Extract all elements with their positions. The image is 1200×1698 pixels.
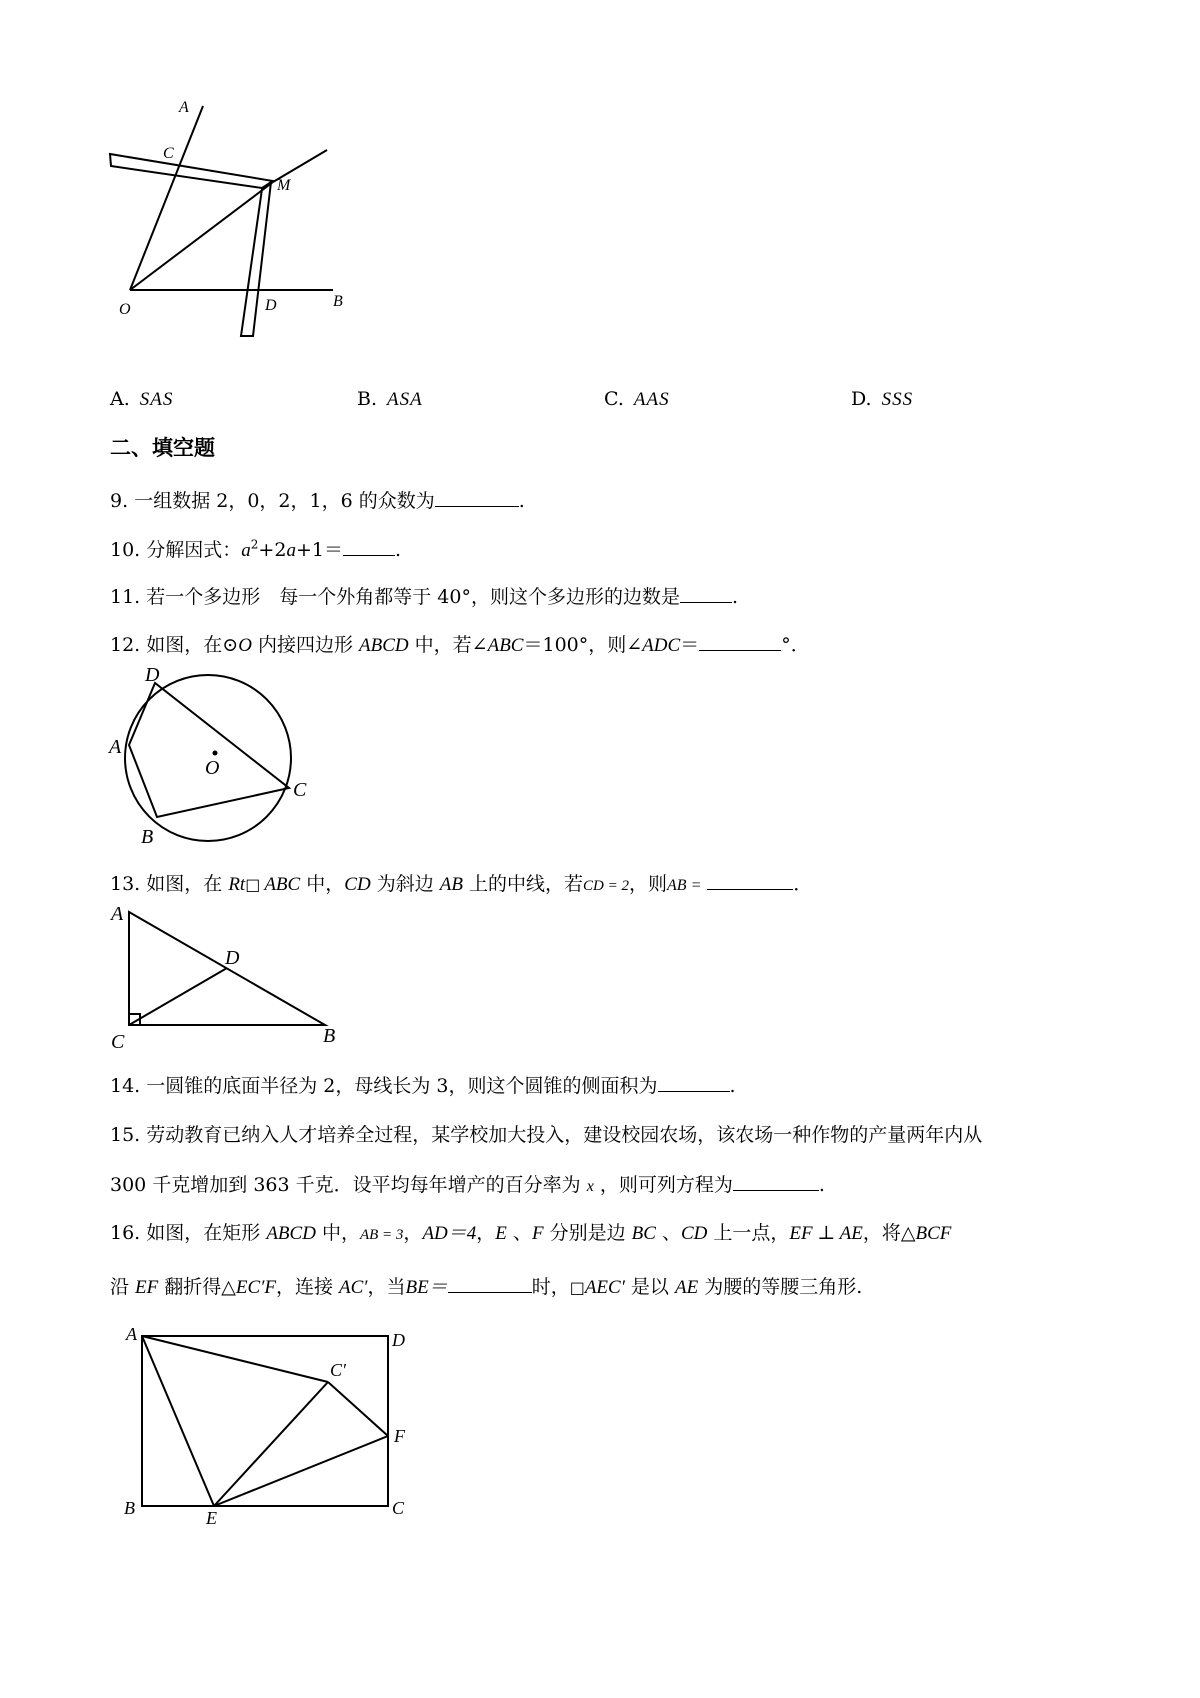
label-D: D bbox=[265, 297, 277, 314]
option-a[interactable]: A. SAS bbox=[110, 388, 174, 410]
question-15: 15. 劳动教育已纳入人才培养全过程，某学校加大投入，建设校园农场，该农场一种作物的产量两年内从 bbox=[110, 1124, 983, 1146]
label-A: A bbox=[109, 736, 122, 758]
figure-inscribed-quadrilateral bbox=[105, 665, 325, 850]
label-B: B bbox=[141, 826, 154, 848]
question-14: 14. 一圆锥的底面半径为 2，母线长为 3，则这个圆锥的侧面积为 . bbox=[110, 1075, 736, 1097]
option-b[interactable]: B. ASA bbox=[357, 388, 423, 410]
answer-blank-11[interactable] bbox=[680, 584, 732, 603]
answer-blank-10[interactable] bbox=[343, 537, 395, 556]
figure-right-triangle bbox=[105, 900, 345, 1050]
figure-angle-bisector-ruler bbox=[105, 100, 385, 360]
label-C: C bbox=[111, 1031, 125, 1050]
question-16-line2: 沿 EF 翻折得△EC′F，连接 AC′，当BE＝ 时，□AEC′ 是以 AE 为腰的等腰三角形. bbox=[110, 1276, 863, 1298]
answer-blank-15[interactable] bbox=[733, 1172, 819, 1191]
label-O: O bbox=[119, 301, 131, 318]
question-13: 13. 如图，在 Rt□ ABC 中，CD 为斜边 AB 上的中线，若CD = 2，则AB = ． bbox=[110, 873, 813, 895]
label-C: C bbox=[392, 1498, 405, 1518]
label-A: A bbox=[111, 903, 124, 925]
label-B: B bbox=[333, 293, 343, 310]
answer-blank-16[interactable] bbox=[448, 1274, 532, 1293]
answer-blank-9[interactable] bbox=[435, 488, 519, 507]
label-C: C bbox=[163, 145, 174, 162]
answer-blank-13[interactable] bbox=[707, 871, 793, 890]
question-9: 9. 一组数据 2，0，2，1，6 的众数为 . bbox=[110, 490, 525, 512]
label-D: D bbox=[392, 1330, 405, 1350]
label-B: B bbox=[323, 1025, 336, 1047]
option-d[interactable]: D. SSS bbox=[851, 388, 914, 410]
label-A: A bbox=[126, 1324, 137, 1344]
section-title: 二、填空题 bbox=[110, 436, 215, 460]
label-M: M bbox=[277, 177, 291, 194]
label-D: D bbox=[225, 947, 240, 969]
answer-blank-14[interactable] bbox=[658, 1073, 730, 1092]
question-16: 16. 如图，在矩形 ABCD 中，AB = 3，AD＝4，E 、F 分别是边 BC 、CD 上一点，EF ⊥ AE，将△BCF bbox=[110, 1222, 952, 1244]
question-12: 12. 如图，在⊙O 内接四边形 ABCD 中，若∠ABC＝100°，则∠ADC＝ °． bbox=[110, 634, 810, 656]
question-15-line2: 300 千克增加到 363 千克．设平均每年增产的百分率为 x ，则可列方程为 . bbox=[110, 1174, 825, 1196]
option-c[interactable]: C. AAS bbox=[604, 388, 670, 410]
label-O: O bbox=[205, 757, 220, 779]
label-E: E bbox=[206, 1508, 217, 1525]
label-D: D bbox=[145, 665, 160, 686]
label-C-prime: C′ bbox=[330, 1360, 346, 1380]
figure-rectangle-fold bbox=[118, 1320, 418, 1525]
label-A: A bbox=[179, 100, 189, 116]
label-B: B bbox=[124, 1498, 135, 1518]
answer-blank-12[interactable] bbox=[699, 632, 781, 651]
label-F: F bbox=[394, 1426, 405, 1446]
question-10: 10. 分解因式：$a^2+2a+1=$ . bbox=[110, 537, 401, 561]
question-11: 11. 若一个多边形 每一个外角都等于 40°，则这个多边形的边数是 . bbox=[110, 586, 739, 608]
label-C: C bbox=[293, 779, 307, 801]
